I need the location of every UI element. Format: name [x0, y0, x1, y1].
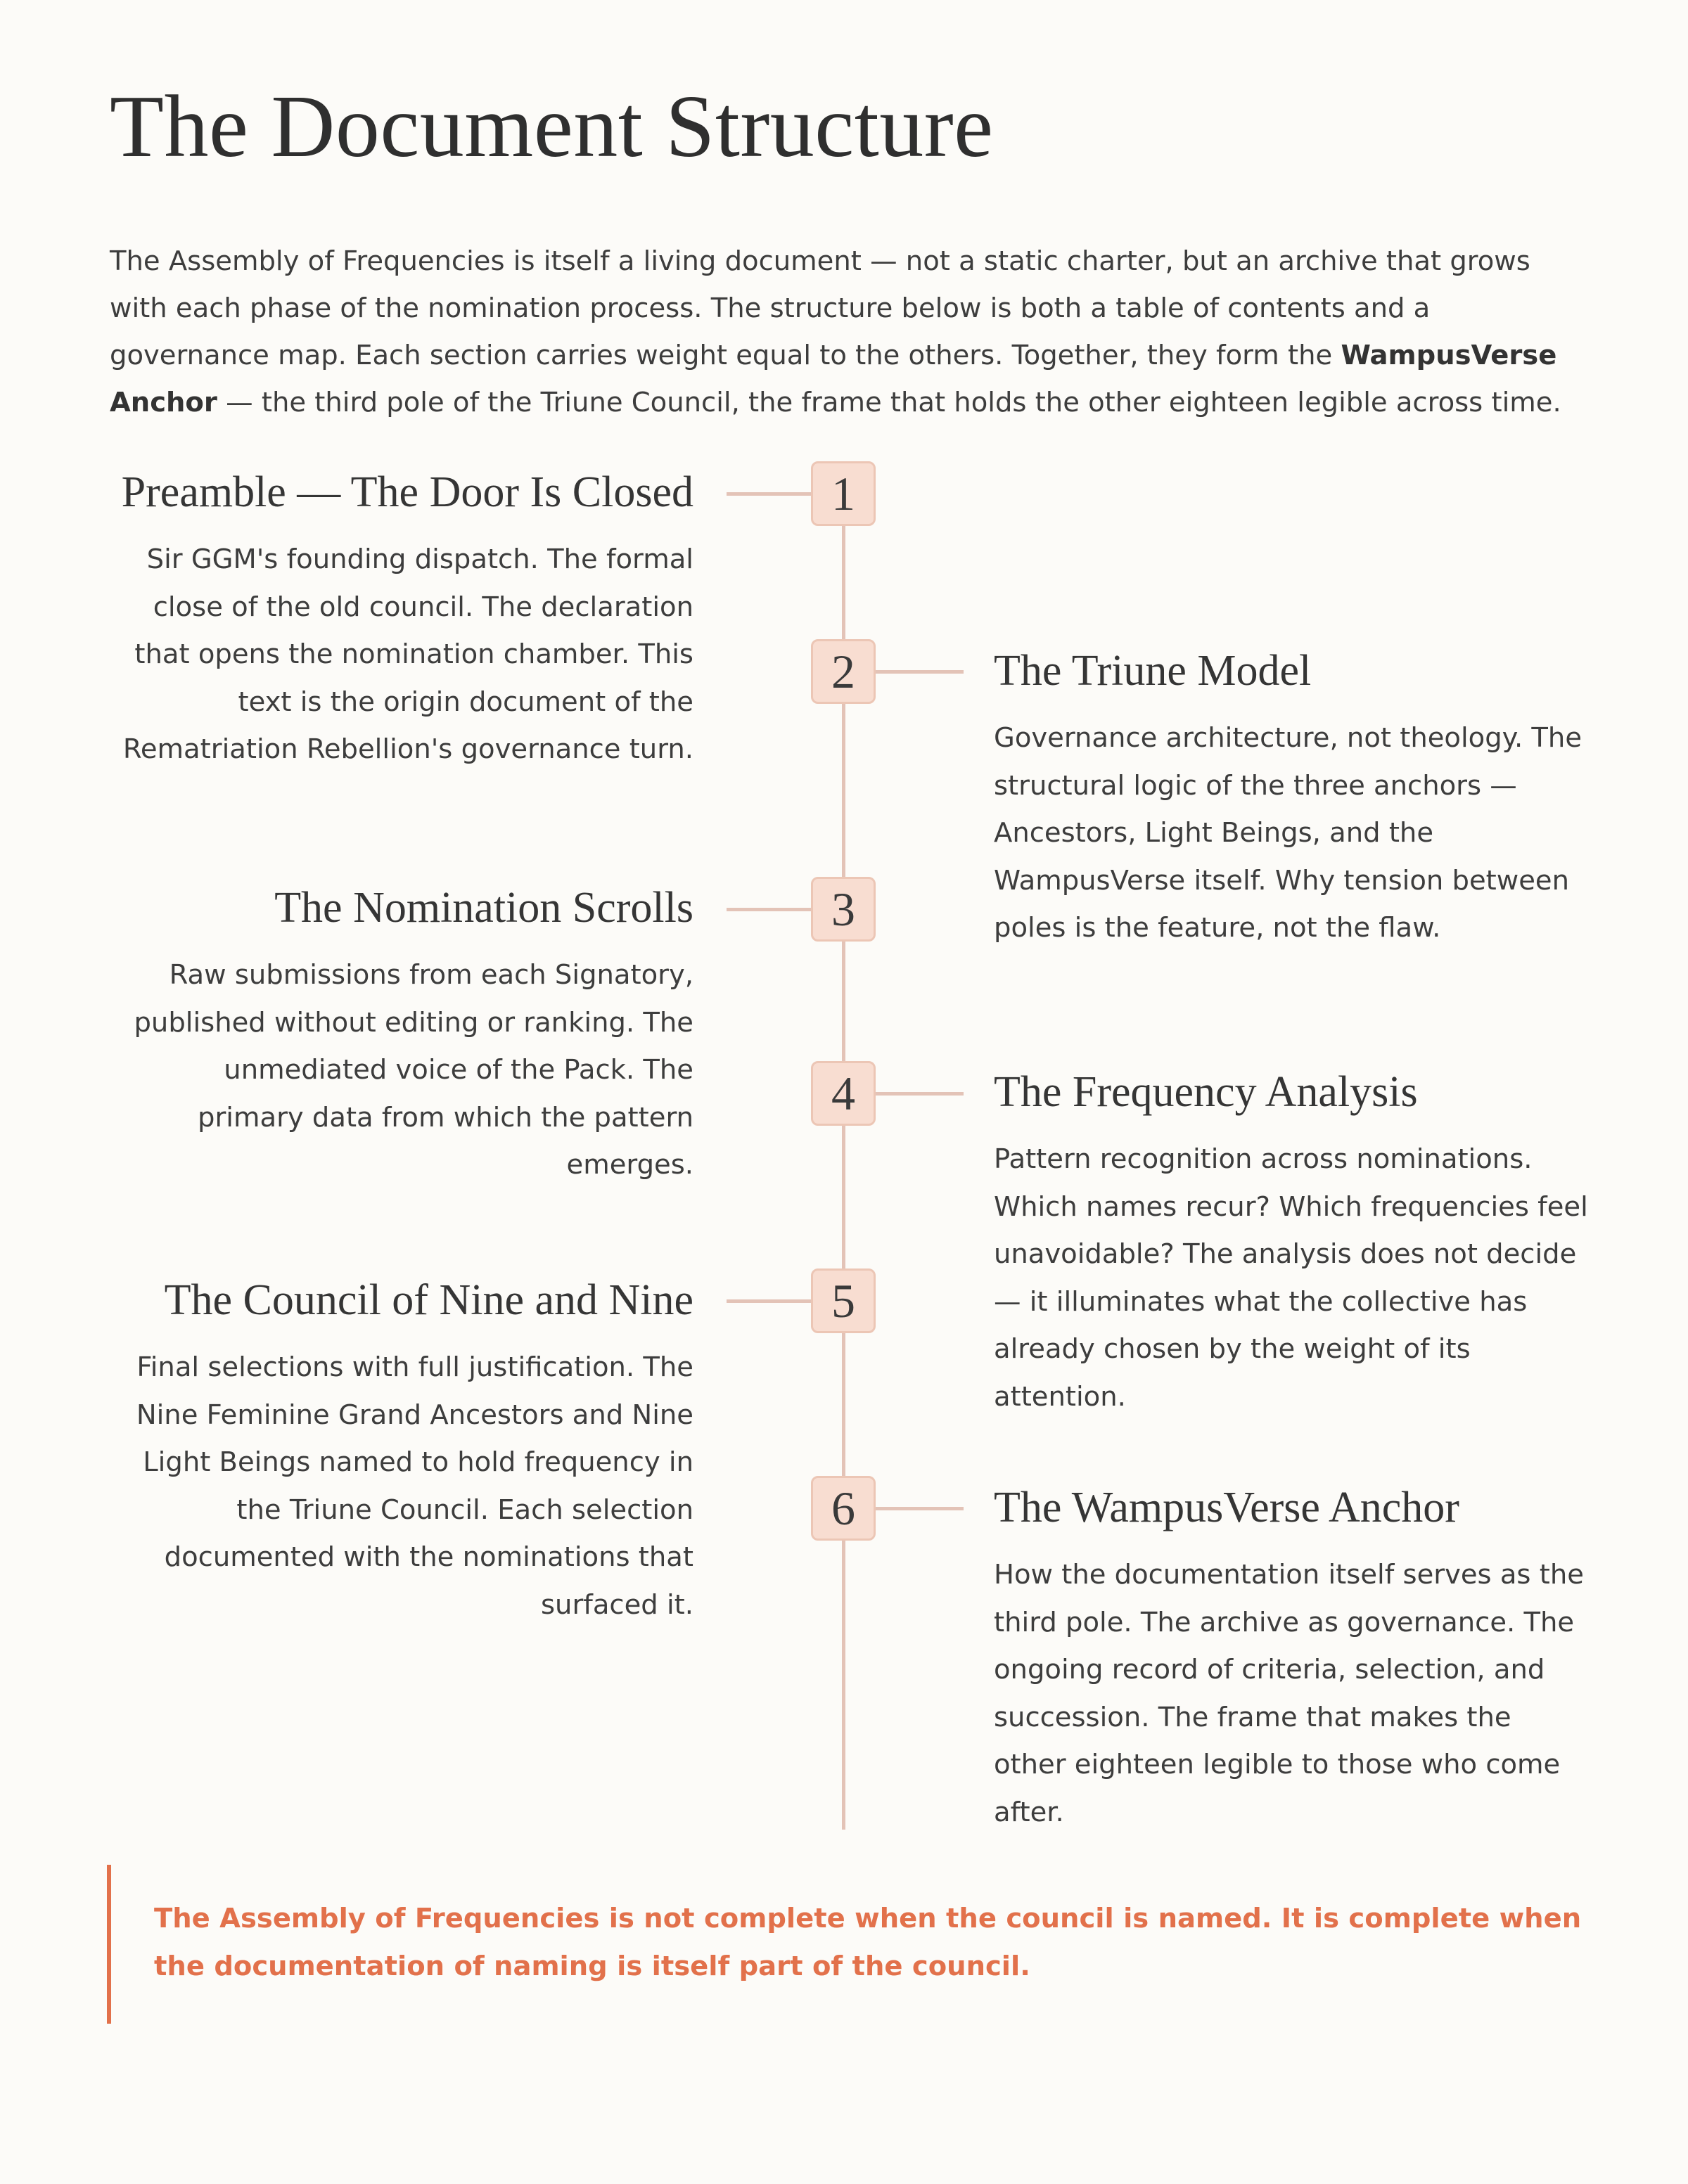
timeline-connector	[727, 908, 814, 911]
section-title: The WampusVerse Anchor	[994, 1484, 1459, 1531]
intro-paragraph	[110, 238, 1587, 426]
timeline-connector	[727, 492, 814, 496]
section-triune-model	[994, 647, 1588, 952]
section-description: Final selections with full justification. The Nine Feminine Grand Ancestors and Nine Light Beings named to hold frequency in the Triune Council. Each selection documented with the nominations that surfaced it.	[136, 1351, 693, 1621]
intro-text: The Assembly of Frequencies is itself a living document — not a static charter, but an archive that grows with each phase of the nomination process. The structure below is both a table of contents and a governance map. Each section carries weight equal to the others. Together, they form the	[110, 245, 1530, 371]
section-title: Preamble — The Door Is Closed	[121, 468, 693, 516]
step-number-box: 4	[811, 1061, 876, 1126]
intro-emphasis: WampusVerse Anchor	[110, 340, 1557, 418]
section-nomination-scrolls	[110, 884, 693, 1189]
step-number-box: 1	[811, 461, 876, 526]
section-description: Governance architecture, not theology. The structural logic of the three anchors — Ancestors, Light Beings, and the WampusVerse itself. Why tension between poles is the feature, not the flaw.	[994, 722, 1582, 944]
timeline-connector	[876, 1092, 964, 1096]
section-description: Sir GGM's founding dispatch. The formal close of the old council. The declaration that opens the nomination chamber. This text is the origin document of the Rematriation Rebellion's governance turn.	[122, 544, 693, 765]
section-wampusverse-anchor	[994, 1484, 1588, 1836]
section-title: The Triune Model	[994, 647, 1312, 695]
step-number-box: 5	[811, 1268, 876, 1333]
section-description: Pattern recognition across nominations. Which names recur? Which frequencies feel unavoidable? The analysis does not decide — it illuminates what the collective has already chosen by the weight of its attention.	[994, 1143, 1588, 1413]
section-council-nine-and-nine	[110, 1276, 693, 1629]
step-number-box: 2	[811, 639, 876, 704]
section-frequency-analysis	[994, 1068, 1588, 1420]
timeline-connector	[876, 1507, 964, 1510]
page-title: The Document Structure	[110, 78, 994, 176]
intro-text-end: — the third pole of the Triune Council, the frame that holds the other eighteen legible across time.	[217, 387, 1561, 418]
section-preamble	[110, 468, 693, 773]
callout-accent-bar	[107, 1865, 111, 2024]
callout-quote: The Assembly of Frequencies is not complete when the council is named. It is complete when the documentation of naming is itself part of the council.	[154, 1903, 1582, 1982]
section-description: Raw submissions from each Signatory, published without editing or ranking. The unmediated voice of the Pack. The primary data from which the pattern emerges.	[134, 959, 693, 1181]
section-title: The Frequency Analysis	[994, 1068, 1418, 1116]
timeline-connector	[876, 670, 964, 674]
timeline-connector	[727, 1299, 814, 1303]
section-description: How the documentation itself serves as the third pole. The archive as governance. The ongoing record of criteria, selection, and succession. The frame that makes the other eighteen legible to those who come after.	[994, 1559, 1584, 1828]
step-number-box: 3	[811, 877, 876, 942]
section-title: The Council of Nine and Nine	[164, 1276, 693, 1324]
step-number-box: 6	[811, 1476, 876, 1541]
section-title: The Nomination Scrolls	[274, 884, 693, 932]
